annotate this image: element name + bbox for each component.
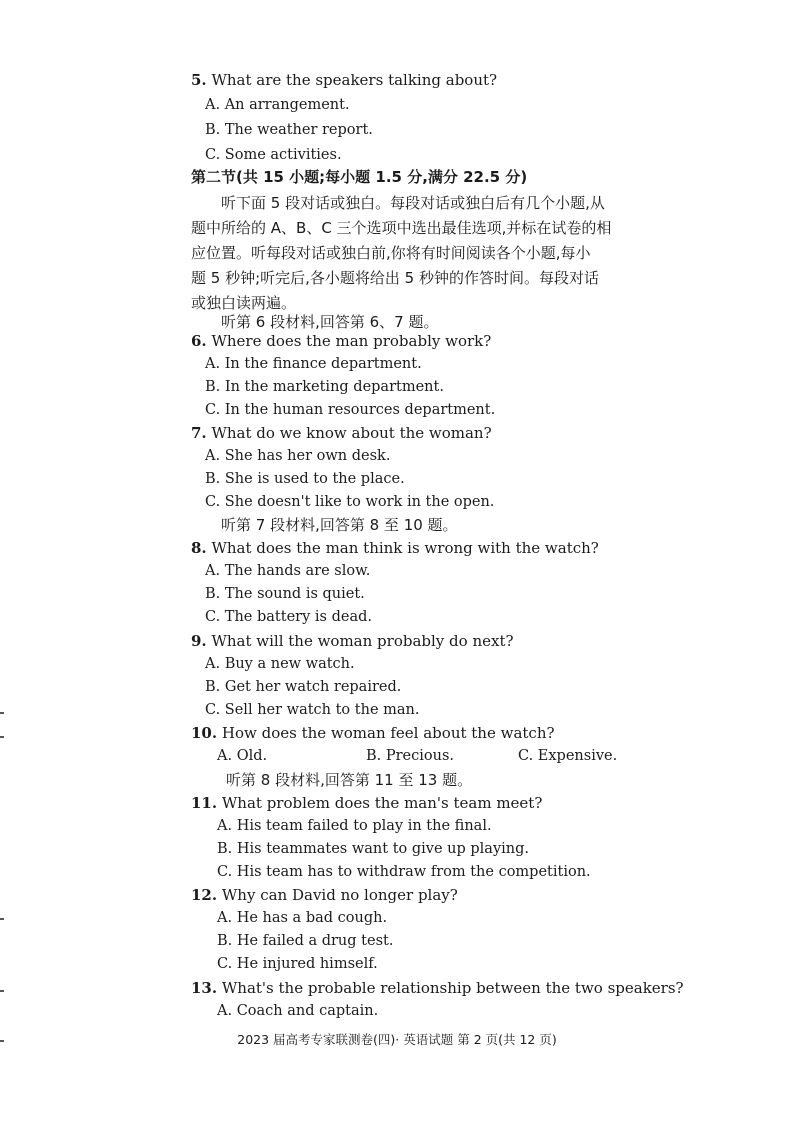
question-number: 6. [191, 332, 207, 350]
option-8c: C. The battery is dead. [205, 609, 372, 625]
option-10c: C. Expensive. [518, 748, 618, 764]
option-12a: A. He has a bad cough. [217, 910, 388, 926]
option-9b: B. Get her watch repaired. [205, 679, 402, 695]
question-text: Why can David no longer play? [217, 886, 458, 904]
question-12 [191, 885, 458, 905]
material-heading-7: 听第 7 段材料,回答第 8 至 10 题。 [221, 516, 458, 534]
scan-mark [0, 712, 4, 714]
option-7a: A. She has her own desk. [205, 448, 391, 464]
question-10 [191, 723, 555, 743]
question-number: 12. [191, 886, 218, 904]
scan-mark [0, 990, 4, 992]
option-6a: A. In the finance department. [205, 356, 422, 372]
option-9c: C. Sell her watch to the man. [205, 702, 420, 718]
option-11a: A. His team failed to play in the final. [217, 818, 492, 834]
page-footer: 2023 届高考专家联测卷(四)· 英语试题 第 2 页(共 12 页) [237, 1032, 557, 1047]
scan-mark [0, 1040, 4, 1042]
option-8b: B. The sound is quiet. [205, 586, 365, 602]
scan-mark [0, 918, 4, 920]
option-13a: A. Coach and captain. [217, 1003, 379, 1019]
option-6c: C. In the human resources department. [205, 402, 496, 418]
question-number: 10. [191, 724, 218, 742]
instruction-line: 听下面 5 段对话或独白。每段对话或独白后有几个小题,从 [221, 194, 605, 212]
option-5b: B. The weather report. [205, 122, 373, 138]
question-9 [191, 631, 514, 651]
question-text: Where does the man probably work? [206, 332, 492, 350]
option-11c: C. His team has to withdraw from the competition. [217, 864, 591, 880]
question-number: 9. [191, 632, 207, 650]
question-text: How does the woman feel about the watch? [217, 724, 555, 742]
option-8a: A. The hands are slow. [205, 563, 371, 579]
question-text: What problem does the man's team meet? [217, 794, 543, 812]
option-9a: A. Buy a new watch. [205, 656, 355, 672]
option-7b: B. She is used to the place. [205, 471, 405, 487]
question-text: What does the man think is wrong with the watch? [206, 539, 599, 557]
option-6b: B. In the marketing department. [205, 379, 444, 395]
option-12c: C. He injured himself. [217, 956, 378, 972]
option-5a: A. An arrangement. [205, 97, 350, 113]
option-12b: B. He failed a drug test. [217, 933, 394, 949]
question-5 [191, 70, 497, 90]
question-text: What will the woman probably do next? [206, 632, 514, 650]
option-5c: C. Some activities. [205, 147, 342, 163]
question-text: What do we know about the woman? [206, 424, 492, 442]
question-8 [191, 538, 599, 558]
question-text: What are the speakers talking about? [206, 71, 498, 89]
question-number: 7. [191, 424, 207, 442]
question-number: 11. [191, 794, 218, 812]
option-10b: B. Precious. [366, 748, 455, 764]
question-number: 5. [191, 71, 207, 89]
question-text: What's the probable relationship between the two speakers? [217, 979, 684, 997]
instruction-line: 或独白读两遍。 [191, 294, 297, 312]
question-6 [191, 331, 491, 351]
option-10a: A. Old. [217, 748, 268, 764]
question-number: 8. [191, 539, 207, 557]
instruction-line: 题中所给的 A、B、C 三个选项中选出最佳选项,并标在试卷的相 [191, 219, 612, 237]
instruction-line: 应位置。听每段对话或独白前,你将有时间阅读各个小题,每小 [191, 244, 591, 262]
question-number: 13. [191, 979, 218, 997]
scan-mark [0, 736, 4, 738]
question-13 [191, 978, 684, 998]
option-11b: B. His teammates want to give up playing. [217, 841, 530, 857]
question-7 [191, 423, 492, 443]
instruction-line: 题 5 秒钟;听完后,各小题将给出 5 秒钟的作答时间。每段对话 [191, 269, 599, 287]
option-7c: C. She doesn't like to work in the open. [205, 494, 495, 510]
material-heading-8: 听第 8 段材料,回答第 11 至 13 题。 [226, 771, 473, 789]
question-11 [191, 793, 542, 813]
material-heading-6: 听第 6 段材料,回答第 6、7 题。 [221, 313, 439, 331]
section-title: 第二节(共 15 小题;每小题 1.5 分,满分 22.5 分) [191, 168, 528, 186]
